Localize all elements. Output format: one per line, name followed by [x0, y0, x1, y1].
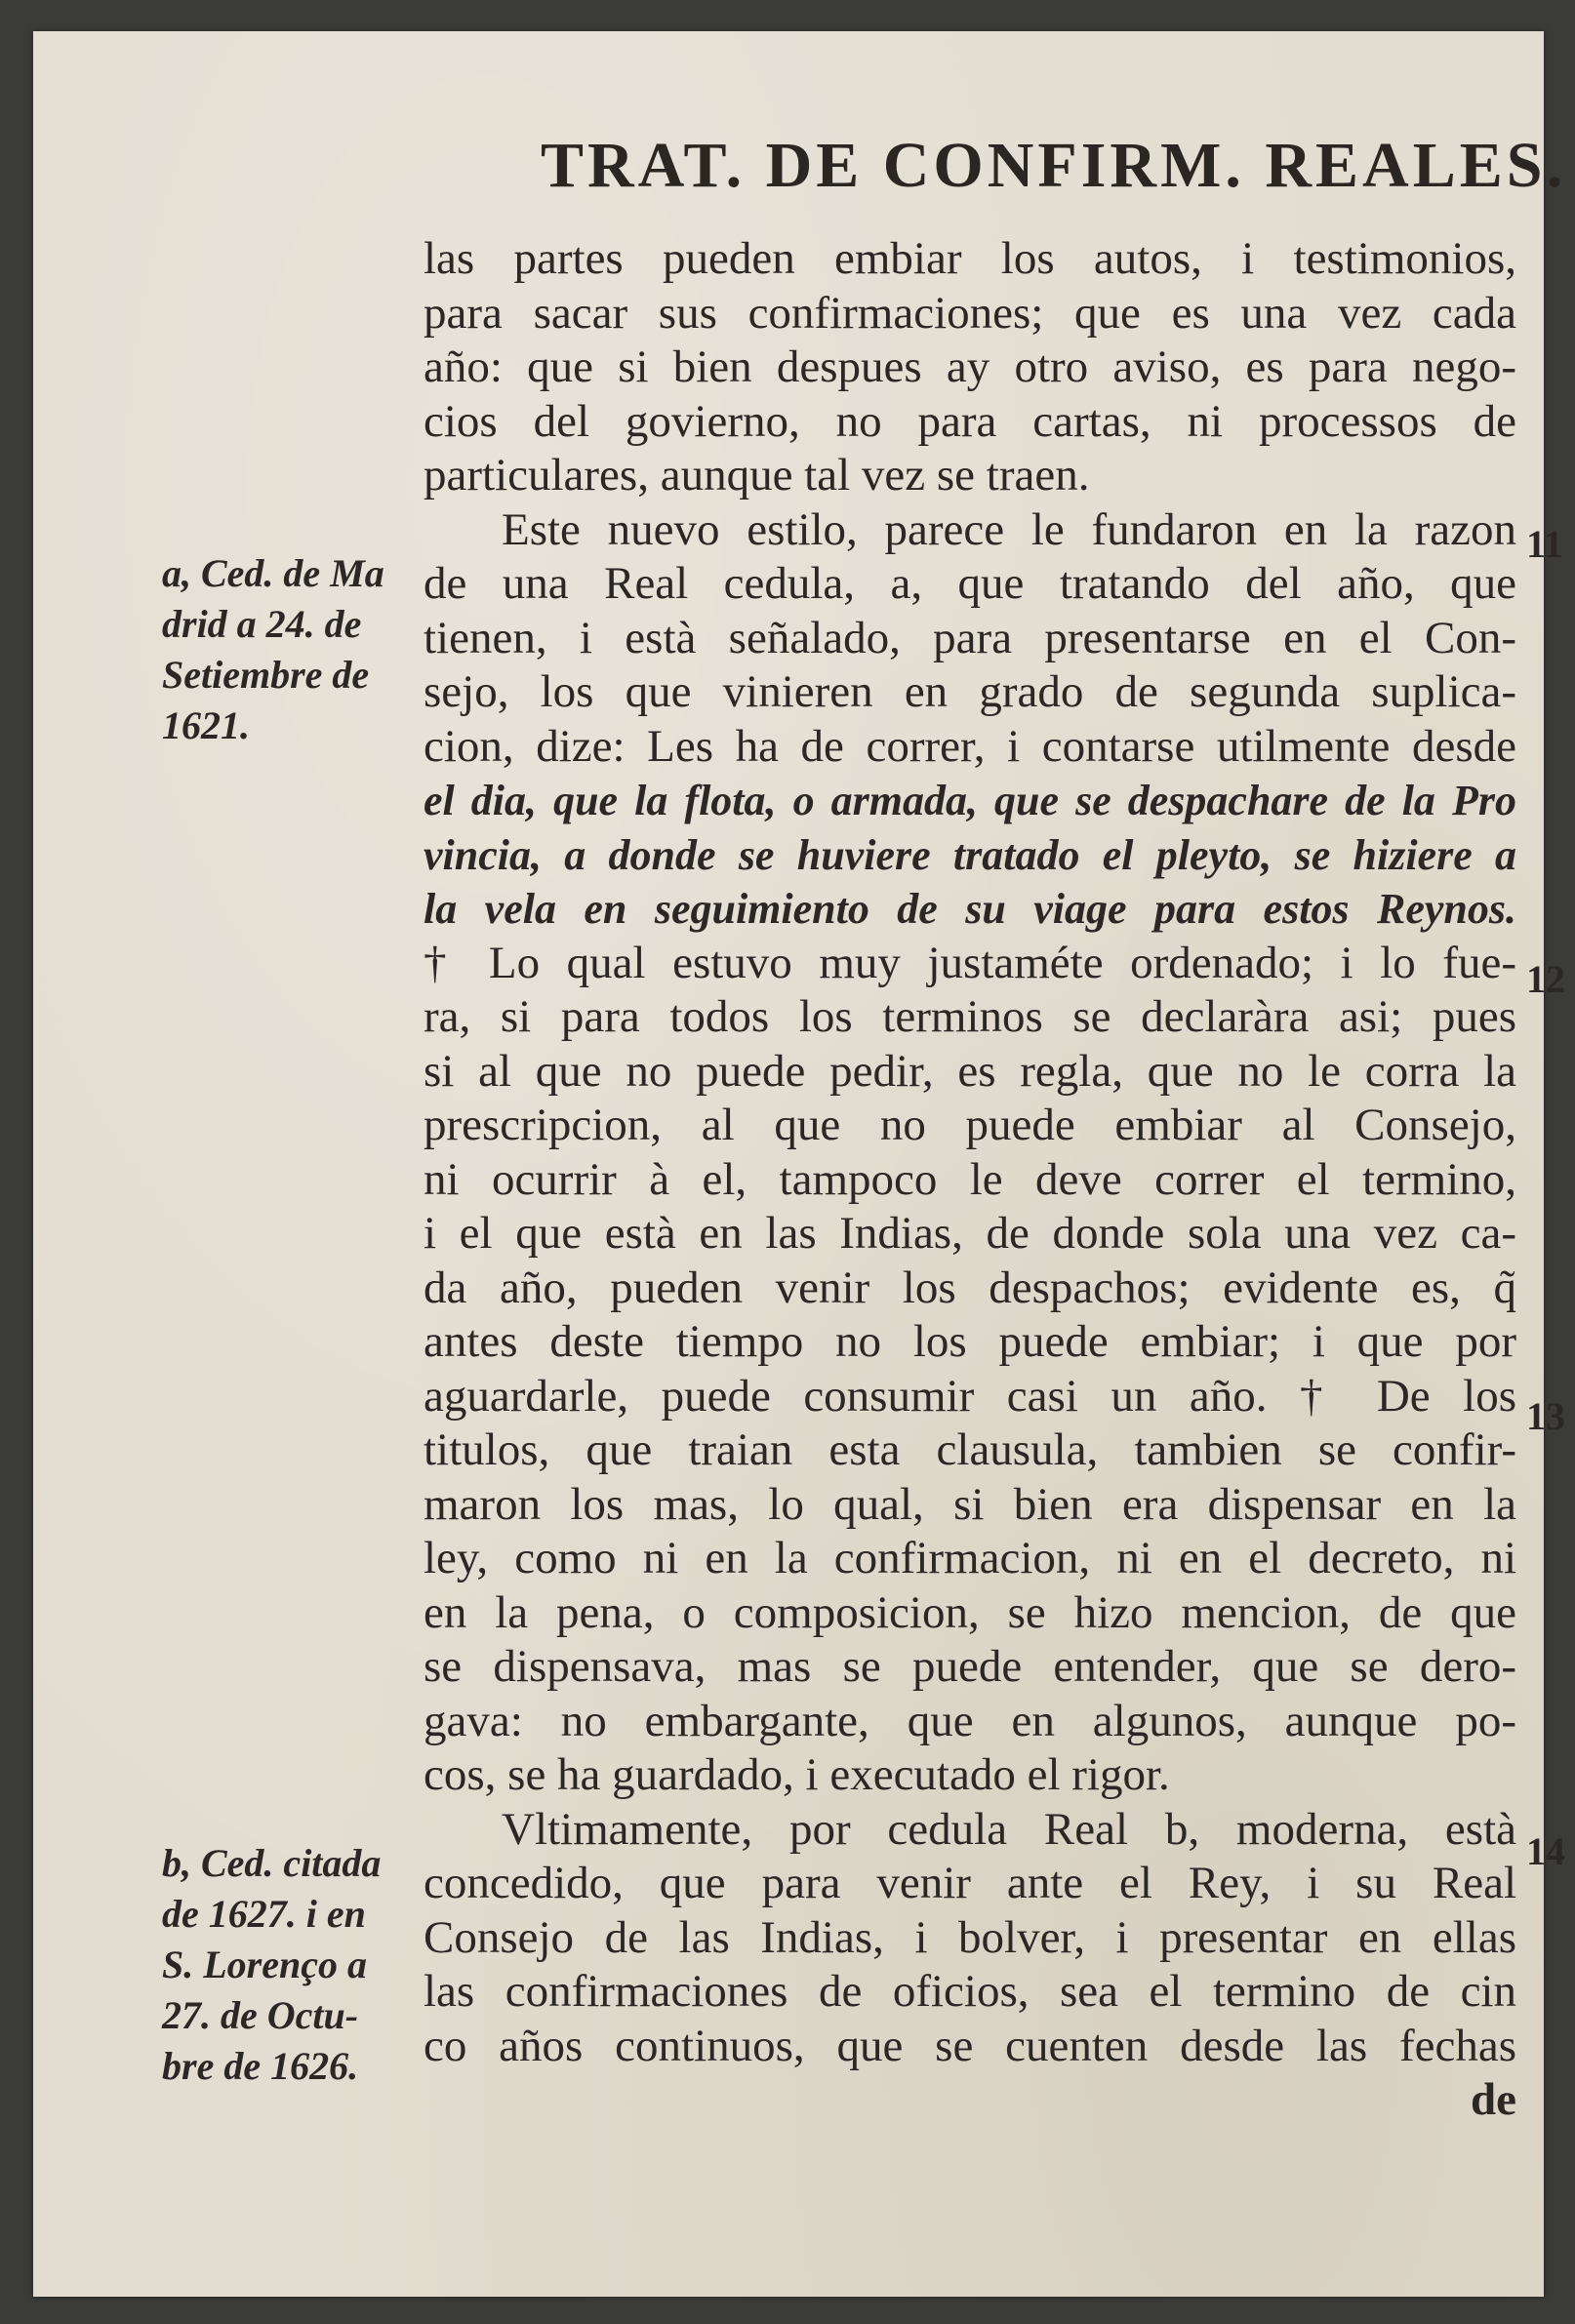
- quoted-line: el dia, que la flota, o armada, que se despachare de la Pro: [424, 777, 1516, 824]
- marginal-note-line: S. Lorenço a: [162, 1943, 367, 1986]
- paragraph-number: 13: [1526, 1394, 1565, 1438]
- marginal-note-line: drid a 24. de: [162, 602, 362, 646]
- text-line: particulares, aunque tal vez se traen.: [424, 450, 1090, 501]
- marginal-note-line: 27. de Octu-: [162, 1993, 359, 2037]
- text-line: † Lo qual estuvo muy justaméte ordenado; i lo fue-: [424, 937, 1516, 988]
- text-line: Vltimamente, por cedula Real b, moderna, està: [502, 1803, 1516, 1855]
- text-line: tienen, i està señalado, para presentarse en el Con-: [424, 612, 1516, 663]
- text-line: Consejo de las Indias, i bolver, i presentar en ellas: [424, 1911, 1516, 1963]
- text-line: las partes pueden embiar los autos, i testimonios,: [424, 233, 1516, 284]
- text-line: cos, se ha guardado, i executado el rigor.: [424, 1749, 1170, 1800]
- text-line: titulos, que traian esta clausula, tambien se confir-: [424, 1424, 1516, 1475]
- text-line: para sacar sus confirmaciones; que es una vez cada: [424, 287, 1516, 339]
- text-line: de una Real cedula, a, que tratando del año, que: [424, 558, 1516, 609]
- text-line: en la pena, o composicion, se hizo mencion, de que: [424, 1586, 1516, 1638]
- text-line: gava: no embargante, que en algunos, aunque po-: [424, 1695, 1516, 1746]
- quoted-line: la vela en seguimiento de su viage para estos Reynos.: [424, 885, 1516, 933]
- text-line: ni ocurrir à el, tampoco le deve correr el termino,: [424, 1153, 1516, 1205]
- text-line: i el que està en las Indias, de donde sola una vez ca-: [424, 1208, 1516, 1259]
- catchword: de: [1471, 2074, 1516, 2125]
- text-line: cion, dize: Les ha de correr, i contarse utilmente desde: [424, 720, 1516, 772]
- marginal-note-line: a, Ced. de Ma: [162, 551, 384, 595]
- text-line: sejo, los que vinieren en grado de segunda suplica-: [424, 666, 1516, 717]
- marginal-note-line: bre de 1626.: [162, 2044, 359, 2088]
- body-text: [424, 232, 1516, 2128]
- text-line: se dispensava, mas se puede entender, que se dero-: [424, 1641, 1516, 1692]
- book-page: [33, 31, 1566, 2297]
- marginal-note-a: [162, 548, 425, 751]
- paragraph-number: 12: [1526, 957, 1565, 1001]
- text-line: maron los mas, lo qual, si bien era dispensar en la: [424, 1478, 1516, 1530]
- text-line: concedido, que para venir ante el Rey, i su Real: [424, 1858, 1516, 1908]
- text-line: año: que si bien despues ay otro aviso, es para nego-: [424, 341, 1516, 392]
- marginal-note-line: Setiembre de: [162, 653, 370, 697]
- paragraph-number: 14: [1526, 1829, 1565, 1873]
- running-head: TRAT. DE CONFIRM. REALES.: [541, 130, 1566, 201]
- text-line: si al que no puede pedir, es regla, que no le corra la: [424, 1045, 1516, 1097]
- text-line: cios del govierno, no para cartas, ni processos de: [424, 395, 1516, 447]
- text-line: las confirmaciones de oficios, sea el termino de cin: [424, 1966, 1516, 2017]
- text-line: co años continuos, que se cuenten desde las fechas: [424, 2020, 1516, 2071]
- quoted-line: vincia, a donde se huviere tratado el pleyto, se hiziere a: [424, 830, 1516, 879]
- text-line: da año, pueden venir los despachos; evidente es, q̃: [424, 1262, 1516, 1313]
- marginal-note-line: b, Ced. citada: [162, 1841, 382, 1885]
- text-line: ley, como ni en la confirmacion, ni en el decreto, ni: [424, 1533, 1516, 1583]
- text-line: Este nuevo estilo, parece le fundaron en la razon: [502, 503, 1516, 555]
- paragraph-number: 11: [1526, 522, 1563, 566]
- marginal-note-line: de 1627. i en: [162, 1892, 366, 1936]
- marginal-note-b: [162, 1838, 425, 2092]
- text-line: prescripcion, al que no puede embiar al Consejo,: [424, 1100, 1516, 1150]
- text-line: aguardarle, puede consumir casi un año. † De los: [424, 1370, 1516, 1422]
- text-line: ra, si para todos los terminos se declaràra asi; pues: [424, 991, 1516, 1042]
- text-line: antes deste tiempo no los puede embiar; i que por: [424, 1316, 1516, 1367]
- marginal-note-line: 1621.: [162, 703, 250, 747]
